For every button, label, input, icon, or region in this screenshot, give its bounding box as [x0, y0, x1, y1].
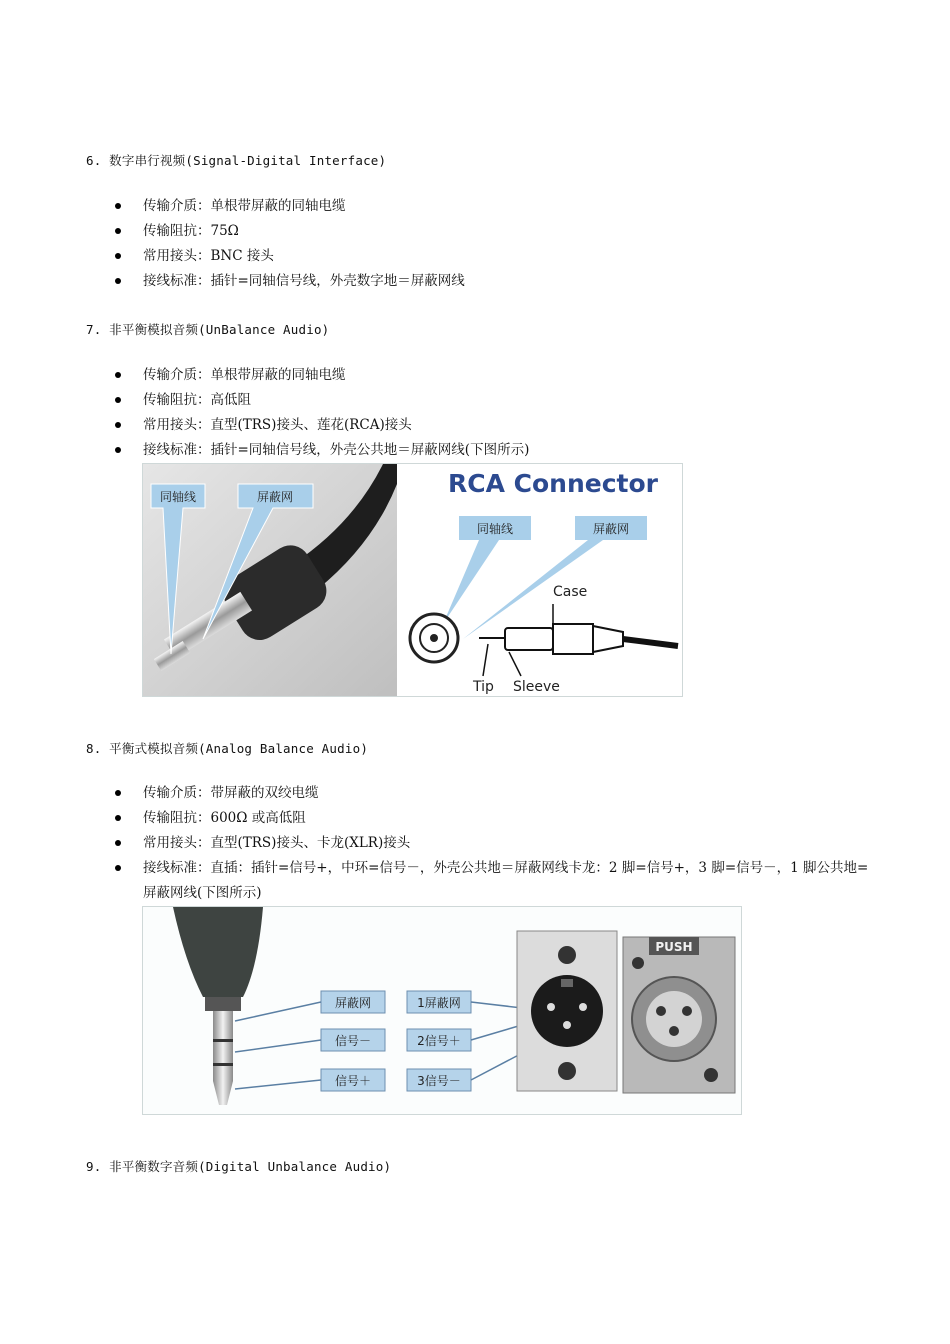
svg-text:屏蔽网: 屏蔽网: [256, 490, 294, 504]
section-7-heading: 7. 非平衡模拟音频(UnBalance Audio): [86, 322, 330, 337]
callout-coax-right: [443, 516, 531, 624]
list-item: 常用接头：BNC 接头: [100, 244, 880, 269]
list-item: 常用接头：直型(TRS)接头、莲花(RCA)接头: [100, 413, 880, 438]
xlr-female-panel: [623, 937, 735, 1093]
list-item: 接线标准：直插：插针=信号+，中环=信号－，外壳公共地＝屏蔽网线卡龙：2 脚=信号+，3 脚=信号－，1 脚公共地=屏蔽网线(下图所示): [100, 856, 880, 906]
list-item: 传输介质：带屏蔽的双绞电缆: [100, 781, 880, 806]
section-8-list: [100, 781, 880, 906]
section-6-list: [100, 194, 880, 294]
svg-text:2信号＋: 2信号＋: [417, 1034, 461, 1048]
svg-text:屏蔽网: 屏蔽网: [334, 996, 372, 1010]
list-item: 传输阻抗：75Ω: [100, 219, 880, 244]
svg-text:同轴线: 同轴线: [159, 490, 197, 504]
svg-text:信号＋: 信号＋: [334, 1074, 372, 1088]
rca-plug-drawing: [479, 624, 678, 654]
svg-text:3信号－: 3信号－: [417, 1074, 461, 1088]
xlr-male-panel: [517, 931, 617, 1091]
svg-text:1屏蔽网: 1屏蔽网: [417, 996, 461, 1010]
svg-text:信号－: 信号－: [334, 1034, 372, 1048]
xlr-diagram: [143, 907, 741, 1114]
section-7-list: [100, 363, 880, 463]
svg-text:屏蔽网: 屏蔽网: [592, 522, 630, 536]
svg-text:同轴线: 同轴线: [476, 522, 514, 536]
tip-leader: [483, 644, 488, 676]
list-item: 接线标准：插针=同轴信号线，外壳公共地＝屏蔽网线(下图所示): [100, 438, 880, 463]
coax-core: [430, 634, 438, 642]
label-case: Case: [553, 584, 588, 600]
list-item: 传输介质：单根带屏蔽的同轴电缆: [100, 363, 880, 388]
xlr-connector-figure: [142, 906, 742, 1115]
label-tip: Tip: [473, 679, 494, 695]
section-8-heading: 8. 平衡式模拟音频(Analog Balance Audio): [86, 741, 369, 756]
list-item: 传输阻抗：高低阻: [100, 388, 880, 413]
sleeve-leader: [509, 652, 521, 676]
rca-diagram: [143, 464, 682, 696]
push-label: PUSH: [655, 940, 693, 954]
label-sleeve: Sleeve: [513, 679, 560, 695]
list-item: 常用接头：直型(TRS)接头、卡龙(XLR)接头: [100, 831, 880, 856]
list-item: 传输阻抗：600Ω 或高低阻: [100, 806, 880, 831]
rca-connector-figure: [142, 463, 683, 697]
list-item: 接线标准：插针=同轴信号线，外壳数字地＝屏蔽网线: [100, 269, 880, 294]
section-6-heading: 6. 数字串行视频(Signal-Digital Interface): [86, 153, 387, 168]
rca-title: RCA Connector: [448, 469, 658, 498]
list-item: 传输介质：单根带屏蔽的同轴电缆: [100, 194, 880, 219]
section-9-heading: 9. 非平衡数字音频(Digital Unbalance Audio): [86, 1159, 392, 1174]
